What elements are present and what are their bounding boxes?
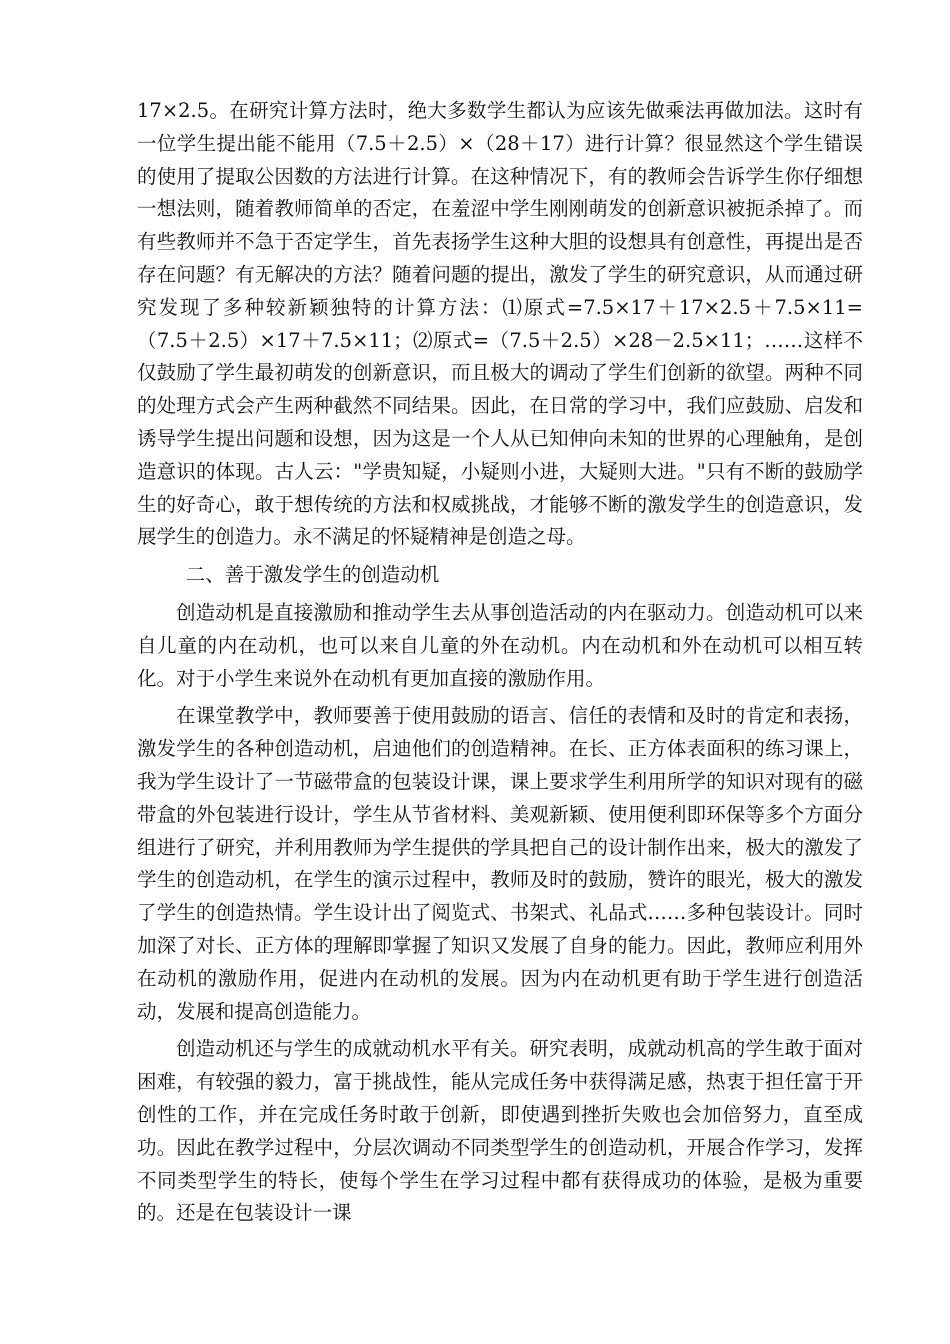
- paragraph-continuation: 17×2.5。在研究计算方法时，绝大多数学生都认为应该先做乘法再做加法。这时有一位学生提出能不能用（7.5＋2.5）×（28＋17）进行计算？很显然这个学生错误的使用了提取公因数的方法进行计算。在这种情况下，有的教师会告诉学生你仔细想一想法则，随着教师简单的否定，在羞涩中学生刚刚萌发的创新意识被扼杀掉了。而有些教师并不急于否定学生，首先表扬学生这种大胆的设想具有创意性，再提出是否存在问题？有无解决的方法？随着问题的提出，激发了学生的研究意识，从而通过研究发现了多种较新颖独特的计算方法：⑴原式=7.5×17＋17×2.5＋7.5×11=（7.5＋2.5）×17＋7.5×11；⑵原式=（7.5＋2.5）×28－2.5×11；……这样不仅鼓励了学生最初萌发的创新意识，而且极大的调动了学生们创新的欲望。两种不同的处理方式会产生两种截然不同结果。因此，在日常的学习中，我们应鼓励、启发和诱导学生提出问题和设想，因为这是一个人从已知伸向未知的世界的心理触角，是创造意识的体现。古人云："学贵知疑，小疑则小进，大疑则大进。"只有不断的鼓励学生的好奇心，敢于想传统的方法和权威挑战，才能够不断的激发学生的创造意识，发展学生的创造力。永不满足的怀疑精神是创造之母。: [137, 99, 863, 549]
- document-page: [137, 95, 863, 1235]
- paragraph-achievement-motivation: 创造动机还与学生的成就动机水平有关。研究表明，成就动机高的学生敢于面对困难，有较强的毅力，富于挑战性，能从完成任务中获得满足感，热衷于担任富于开创性的工作，并在完成任务时敢于创新，即使遇到挫折失败也会加倍努力，直至成功。因此在教学过程中，分层次调动不同类型学生的创造动机，开展合作学习，发挥不同类型学生的特长，使每个学生在学习过程中都有获得成功的体验，是极为重要的。还是在包装设计一课: [137, 1037, 863, 1225]
- paragraph-classroom-teaching: 在课堂教学中，教师要善于使用鼓励的语言、信任的表情和及时的肯定和表扬，激发学生的各种创造动机，启迪他们的创造精神。在长、正方体表面积的练习课上，我为学生设计了一节磁带盒的包装设计课，课上要求学生利用所学的知识对现有的磁带盒的外包装进行设计，学生从节省材料、美观新颖、使用便利即环保等多个方面分组进行了研究，并利用教师为学生提供的学具把自己的设计制作出来，极大的激发了学生的创造动机，在学生的演示过程中，教师及时的鼓励，赞许的眼光，极大的激发了学生的创造热情。学生设计出了阅览式、书架式、礼品式……多种包装设计。同时加深了对长、正方体的理解即掌握了知识又发展了自身的能力。因此，教师应利用外在动机的激励作用，促进内在动机的发展。因为内在动机更有助于学生进行创造活动，发展和提高创造能力。: [137, 704, 863, 1023]
- paragraph-motivation-definition: 创造动机是直接激励和推动学生去从事创造活动的内在驱动力。创造动机可以来自儿童的内在动机，也可以来自儿童的外在动机。内在动机和外在动机可以相互转化。对于小学生来说外在动机有更加直接的激励作用。: [137, 600, 863, 690]
- section-heading-2: 二、善于激发学生的创造动机: [185, 563, 440, 587]
